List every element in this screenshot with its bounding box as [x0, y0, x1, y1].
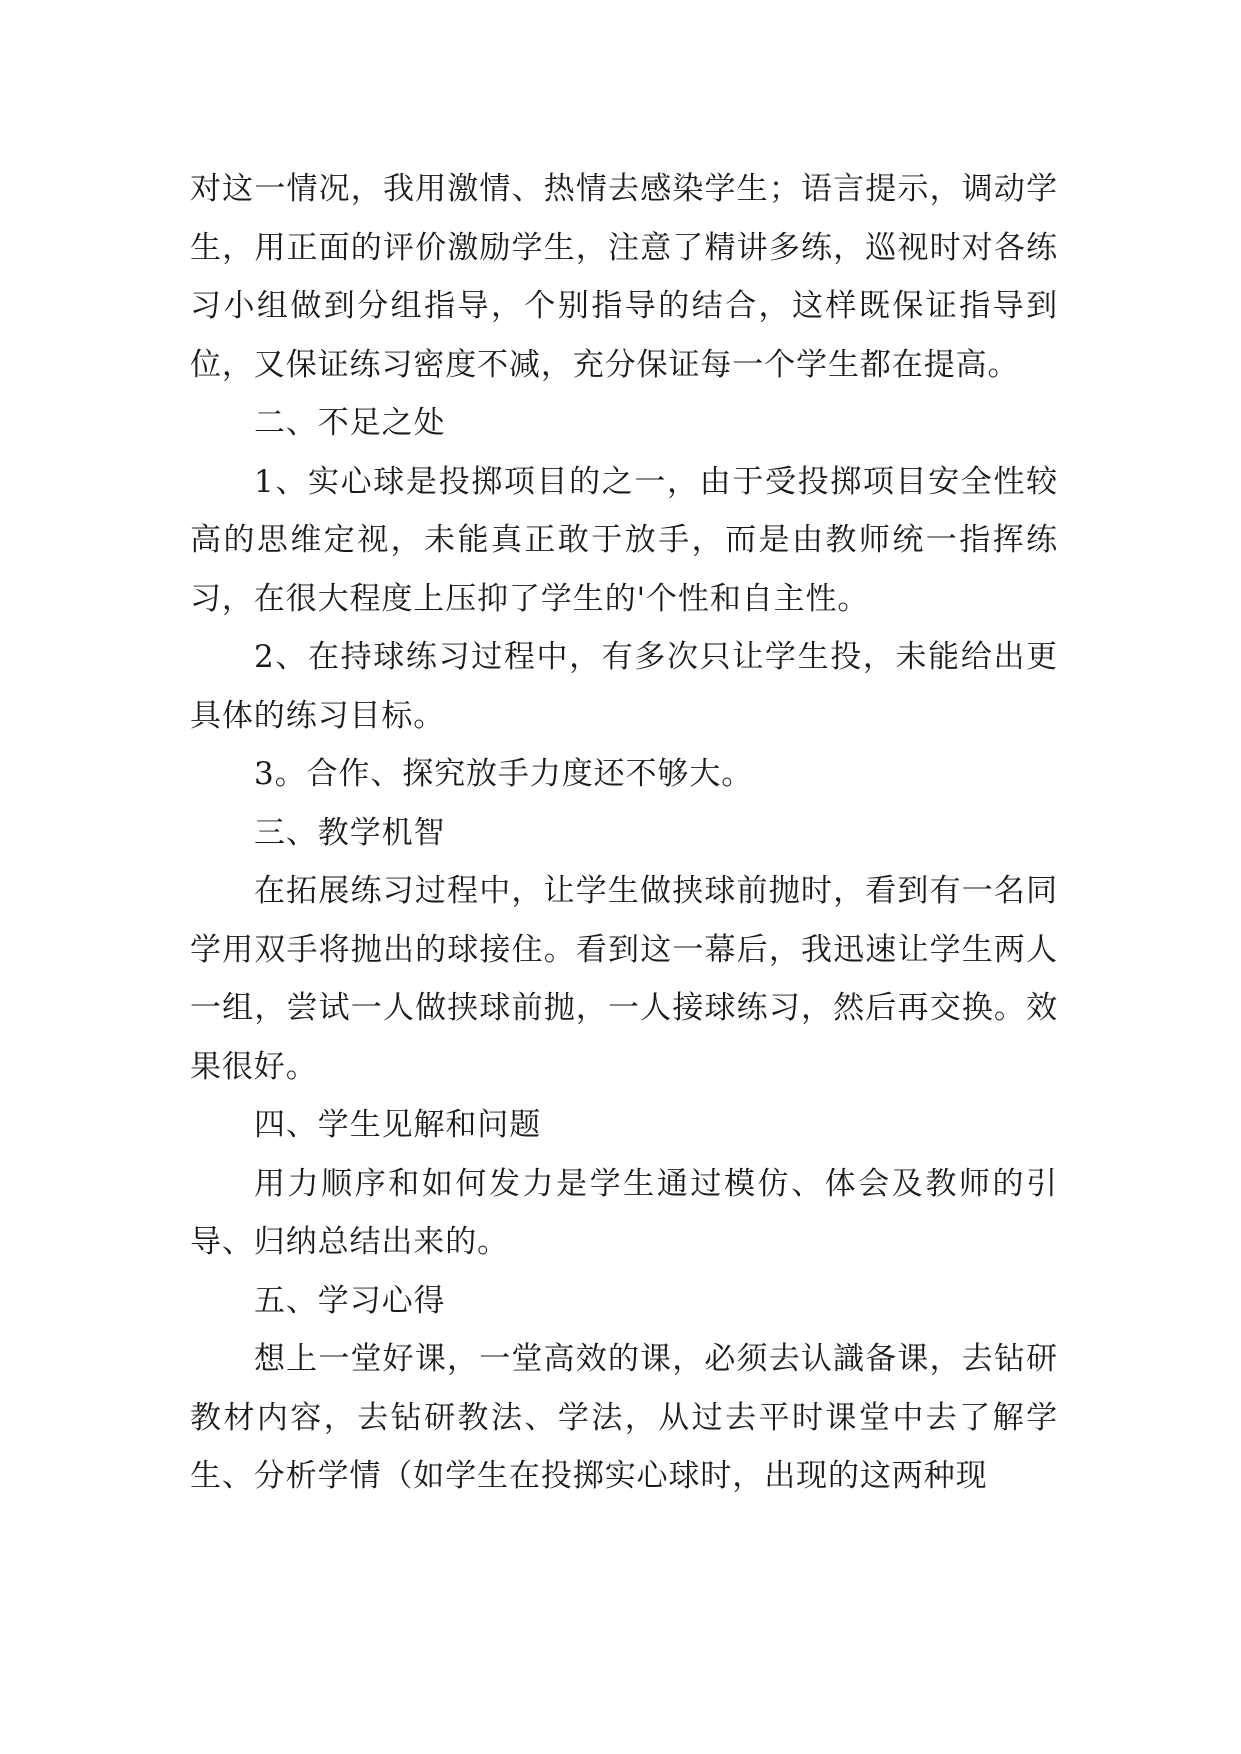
paragraph-learning-insights: 想上一堂好课，一堂高效的课，必须去认識备课，去钻研教材内容，去钻研教法、学法，从过去平时课堂中去了解学生、分析学情（如学生在投掷实心球时，出现的这两种现: [190, 1341, 1058, 1494]
section-heading-learning-insights: 五、学习心得: [254, 1282, 446, 1319]
paragraph-intro-continued: 对这一情况，我用激情、热情去感染学生；语言提示，调动学生，用正面的评价激励学生，注意了精讲多练，巡视时对各练习小组做到分组指导，个别指导的结合，这样既保证指导到位，又保证练习密度不减，充分保证每一个学生都在提高。: [190, 171, 1058, 383]
paragraph-teaching-wisdom: 在拓展练习过程中，让学生做挟球前抛时，看到有一名同学用双手将抛出的球接住。看到这一幕后，我迅速让学生两人一组，尝试一人做挟球前抛，一人接球练习，然后再交换。效果很好。: [190, 873, 1058, 1085]
section-heading-teaching-wisdom: 三、教学机智: [254, 814, 446, 851]
paragraph-shortcoming-3: 3。合作、探究放手力度还不够大。: [254, 756, 754, 792]
document-body: [190, 160, 1058, 1506]
paragraph-shortcoming-1: 1、实心球是投掷项目的之一，由于受投掷项目安全性较高的思维定视，未能真正敢于放手，而是由教师统一指挥练习，在很大程度上压抑了学生的'个性和自主性。: [190, 463, 1058, 617]
paragraph-shortcoming-2: 2、在持球练习过程中，有多次只让学生投，未能给出更具体的练习目标。: [190, 639, 1058, 734]
paragraph-student-views: 用力顺序和如何发力是学生通过模仿、体会及教师的引导、归纳总结出来的。: [190, 1165, 1058, 1260]
section-heading-student-views: 四、学生见解和问题: [254, 1107, 542, 1143]
section-heading-shortcomings: 二、不足之处: [254, 405, 446, 441]
